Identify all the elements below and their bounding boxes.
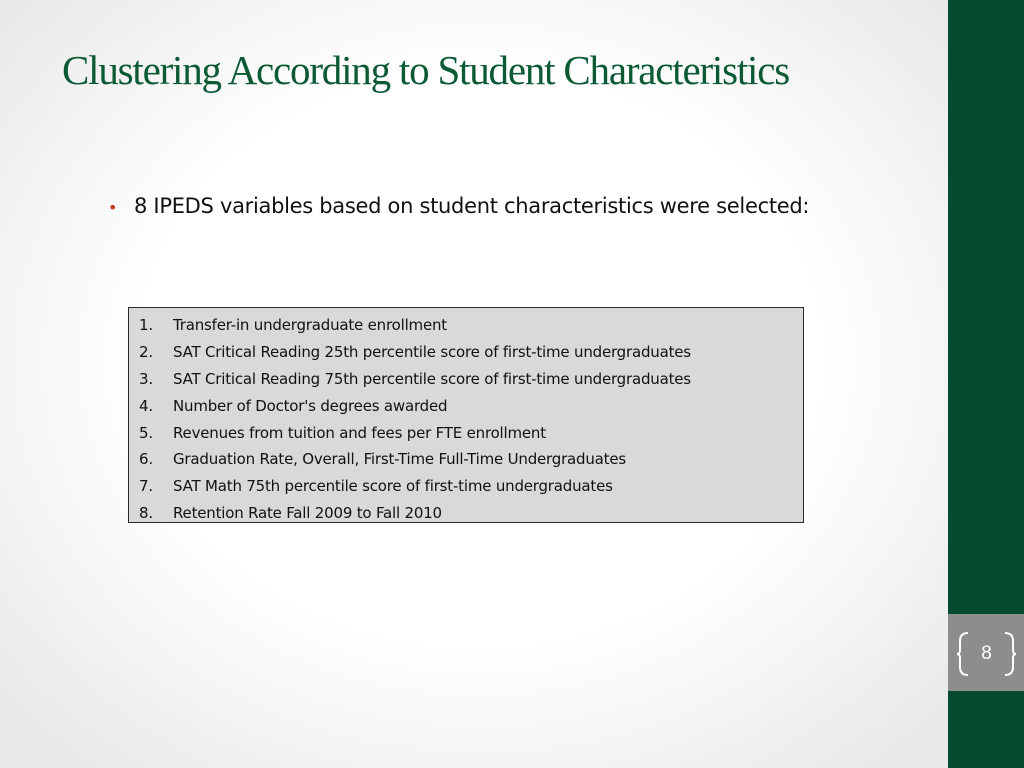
variable-text: SAT Critical Reading 75th percentile score of first-time undergraduates <box>173 369 691 388</box>
variables-table <box>128 307 804 523</box>
page-number: 8 <box>981 643 992 664</box>
bullet-dot-icon: • <box>108 198 118 217</box>
variable-text: SAT Critical Reading 25th percentile score of first-time undergraduates <box>173 343 691 362</box>
bullet-item <box>108 194 809 218</box>
variable-text: Revenues from tuition and fees per FTE enrollment <box>173 423 546 442</box>
variable-row <box>129 312 803 339</box>
variable-row <box>129 339 803 366</box>
variable-text: Retention Rate Fall 2009 to Fall 2010 <box>173 503 442 522</box>
variable-number: 6. <box>139 450 153 469</box>
variable-number: 8. <box>139 503 153 522</box>
variable-number: 2. <box>139 343 153 362</box>
variable-row <box>129 392 803 419</box>
variable-number: 1. <box>139 316 153 335</box>
slide-title: Clustering According to Student Characteristics <box>62 47 790 93</box>
variable-row <box>129 366 803 393</box>
variable-row <box>129 446 803 473</box>
variable-row <box>129 419 803 446</box>
variable-number: 7. <box>139 477 153 496</box>
variable-number: 5. <box>139 423 153 442</box>
variable-row <box>129 473 803 500</box>
variable-number: 3. <box>139 369 153 388</box>
variable-text: Graduation Rate, Overall, First-Time Full-Time Undergraduates <box>173 450 626 469</box>
variable-row <box>129 500 803 527</box>
variable-number: 4. <box>139 396 153 415</box>
variable-text: Transfer-in undergraduate enrollment <box>173 316 447 335</box>
bullet-list <box>108 194 809 218</box>
variable-text: Number of Doctor's degrees awarded <box>173 396 448 415</box>
variable-text: SAT Math 75th percentile score of first-time undergraduates <box>173 477 613 496</box>
bullet-text: 8 IPEDS variables based on student characteristics were selected: <box>134 194 810 218</box>
